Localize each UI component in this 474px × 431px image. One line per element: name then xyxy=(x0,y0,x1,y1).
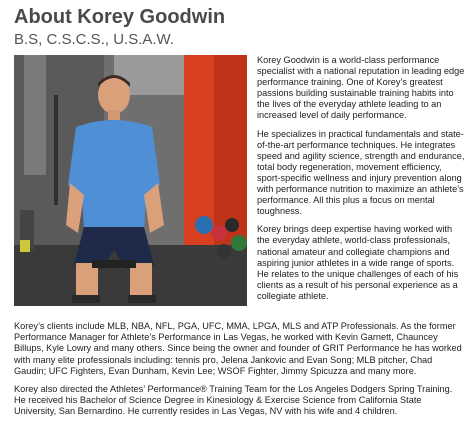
bio-paragraph: Korey brings deep expertise having worked with the everyday athlete, world-class professionals, national amateur and collegiate champions and aspiring junior athletes in a wide range of sports. He relates to the unique challenges of each of his clients as a result of his personal experience as a collegiate athlete. xyxy=(257,224,459,301)
credentials-subtitle: B.S, C.S.C.S., U.S.A.W. xyxy=(14,31,175,48)
bio-intro xyxy=(257,55,465,309)
page-title: About Korey Goodwin xyxy=(14,6,226,28)
portrait-photo xyxy=(14,55,247,306)
bio-paragraph: He specializes in practical fundamentals and state-of-the-art performance techniques. He integrates speed and agility science, strength and endurance, total body regeneration, movement efficiency, sport-specific wellness and injury prevention along with performance nutrition to maximize an athlete’s performance. All this plus a focus on mental toughness. xyxy=(257,128,465,217)
bio-paragraph: Korey also directed the Athletes’ Performance® Training Team for the Los Angeles Dodgers Spring Training. He received his Bachelor of Science Degree in Kinesiology & Exercise Science from California State University, San Bernardino. He currently resides in Las Vegas, NV with his wife and 4 children. xyxy=(14,384,453,417)
bio-details xyxy=(14,321,462,425)
bio-paragraph: Korey Goodwin is a world-class performance specialist with a national reputation in leading edge performance training. One of Korey’s greatest passions building sustainable training habits into the lives of the everyday athlete leading to an increased level of daily performance. xyxy=(257,55,465,121)
bio-paragraph: Korey’s clients include MLB, NBA, NFL, PGA, UFC, MMA, LPGA, MLS and ATP Professionals. As the former Performance Manager for Athlete’s Performance in Las Vegas, he worked with Kevin Garnett, Chauncey Billups, Kyle Lowry and many others. Since being the owner and founder of GRIT Performance he has worked with many elite professionals including: tennis pro, Jelena Jankovic and Evan Song; MLB pitcher, Chad Gaudin; UFC Fighters, Evan Dunham, Kevin Lee; WSOF Fighter, Jimmy Spicuzza and many more. xyxy=(14,321,462,376)
